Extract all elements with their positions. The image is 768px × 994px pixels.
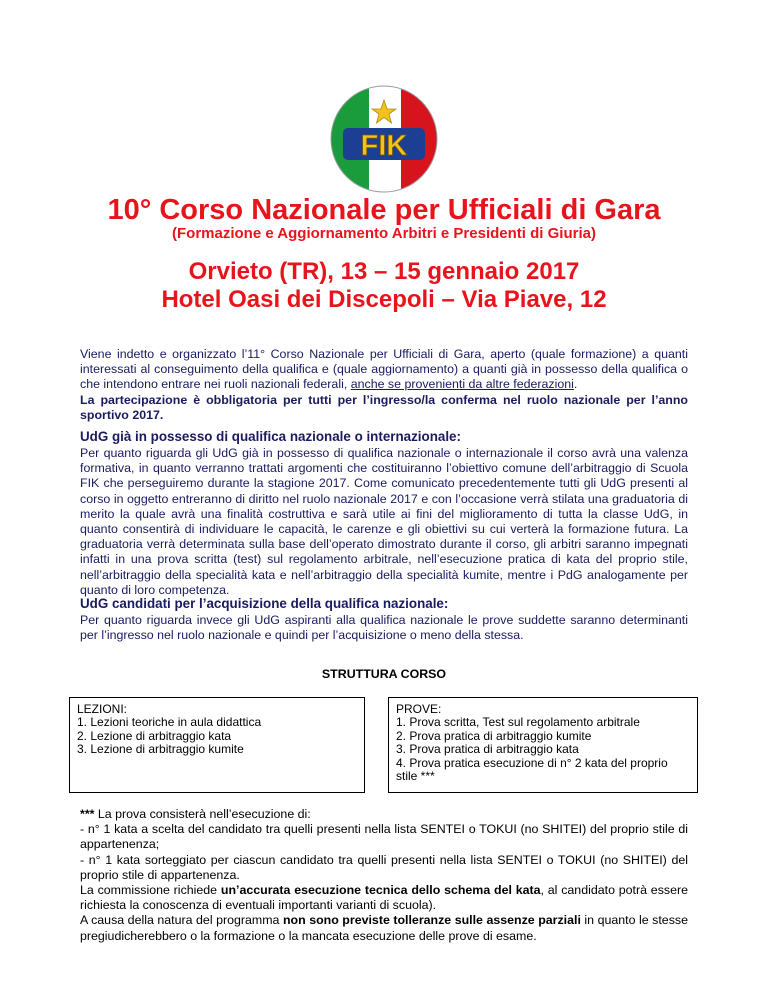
notes-block: *** La prova consisterà nell’esecuzione di: - n° 1 kata a scelta del candidato tra quelli presenti nella lista SENTEI o TOKUI (no SHITEI) del proprio stile di appartenenza; - n° 1 kata sorteggiato per ciascun candidato tra quelli presenti nella lista SENTEI o TOKUI (no SHITEI) del proprio stile di appartenenza. La commissione richiede un’accurata esecuzione tecnica dello schema del kata, al candidato potrà essere richiesta la conoscenza di eventuali importanti varianti di scuola). A causa della natura del programma non sono previste tolleranze sulle assenze parziali in quanto le stesse pregiudicherebbero o la formazione o la mancata esecuzione delle prove di esame. — [80, 807, 688, 943]
section1-heading: UdG già in possesso di qualifica nazionale o internazionale: — [80, 429, 461, 444]
location-line2: Hotel Oasi dei Discepoli – Via Piave, 12 — [161, 286, 607, 313]
list-item: 2. Lezione di arbitraggio kata — [77, 728, 232, 743]
lessons-box — [69, 697, 365, 793]
list-item: 4. Prova pratica esecuzione di n° 2 kata del proprio — [396, 755, 668, 770]
list-item: stile *** — [396, 769, 435, 784]
tests-box — [388, 697, 698, 793]
lessons-title: LEZIONI: — [77, 702, 128, 716]
section2-text: Per quanto riguarda invece gli UdG aspiranti alla qualifica nazionale le prove suddette saranno determinanti per l’ingresso nel ruolo nazionale e quindi per l’acquisizione o meno della stessa. — [80, 613, 688, 643]
list-item: 1. Lezioni teoriche in aula didattica — [77, 715, 262, 730]
intro-paragraph: Viene indetto e organizzato l’11° Corso Nazionale per Ufficiali di Gara, aperto (quale formazione) a quanti interessati al conseguimento della qualifica e (quale aggiornamento) a quanti già in possesso della qualifica o che intendono entrare nei ruoli nazionali federali, anche se provenienti da altre federazioni. La partecipazione è obbligatoria per tutti per l’ingresso/la conferma nel ruolo nazionale per l’anno sportivo 2017. — [80, 347, 688, 422]
list-item: 1. Prova scritta, Test sul regolamento arbitrale — [396, 715, 640, 730]
intro-bold: La partecipazione è obbligatoria per tutti per l’ingresso/la conferma nel ruolo nazionale per l’anno sportivo 2017. — [80, 392, 688, 422]
notes-bold-kata: un’accurata esecuzione tecnica dello schema del kata — [220, 883, 541, 898]
list-item: 3. Prova pratica di arbitraggio kata — [396, 742, 579, 757]
notes-stars: *** — [80, 807, 95, 821]
section2-heading: UdG candidati per l’acquisizione della qualifica nazionale: — [80, 596, 449, 611]
location-line1: Orvieto (TR), 13 – 15 gennaio 2017 — [188, 258, 580, 285]
course-title: 10° Corso Nazionale per Ufficiali di Gara — [107, 194, 661, 226]
list-item: 2. Prova pratica di arbitraggio kumite — [396, 728, 592, 743]
logo-text: FIK — [360, 130, 408, 162]
notes-item: - n° 1 kata a scelta del candidato tra quelli presenti nella lista SENTEI o TOKUI (no SHITEI) del proprio stile di appartenenza; — [80, 822, 688, 852]
intro-underlined: anche se provenienti da altre federazioni — [350, 377, 574, 392]
fik-logo — [329, 84, 439, 194]
list-item: 3. Lezione di arbitraggio kumite — [77, 742, 244, 757]
structure-heading: STRUTTURA CORSO — [321, 667, 447, 681]
notes-item: - n° 1 kata sorteggiato per ciascun candidato tra quelli presenti nella lista SENTEI o TOKUI (no SHITEI) del proprio stile di appartenenza. — [80, 852, 688, 882]
course-subtitle: (Formazione e Aggiornamento Arbitri e Presidenti di Giuria) — [172, 225, 596, 242]
section1-text: Per quanto riguarda gli UdG già in possesso di qualifica nazionale o internazionale il corso avrà una valenza formativa, in quanto verranno trattati argomenti che costituiranno l’obiettivo comune dell’arbitraggio di Scuola FIK che perseguiremo durante la stagione 2017. Come comunicato precedentemente tutti gli UdG presenti al corso in oggetto entreranno di diritto nel ruolo nazionale 2017 e con l’occasione verrà stilata una graduatoria di merito la quale avrà una finalità costruttiva e sarà utile ai fini del miglioramento di tutta la classe UdG, in quanto consentirà di individuare le capacità, le carenze e gli obiettivi su cui verterà la formazione futura. La graduatoria verrà determinata sulla base dell’operato dimostrato durante il corso, gli arbitri saranno impegnati infatti in una prova scritta (test) sul regolamento arbitrale, nell’esecuzione pratica di kata del proprio stile, nell’arbitraggio della specialità kata e nell’arbitraggio della specialità kumite, mentre i PdG analogamente per quanto di loro competenza. — [80, 446, 688, 597]
tests-title: PROVE: — [396, 702, 442, 716]
notes-bold-absences: non sono previste tolleranze sulle assenze parziali — [282, 913, 581, 928]
